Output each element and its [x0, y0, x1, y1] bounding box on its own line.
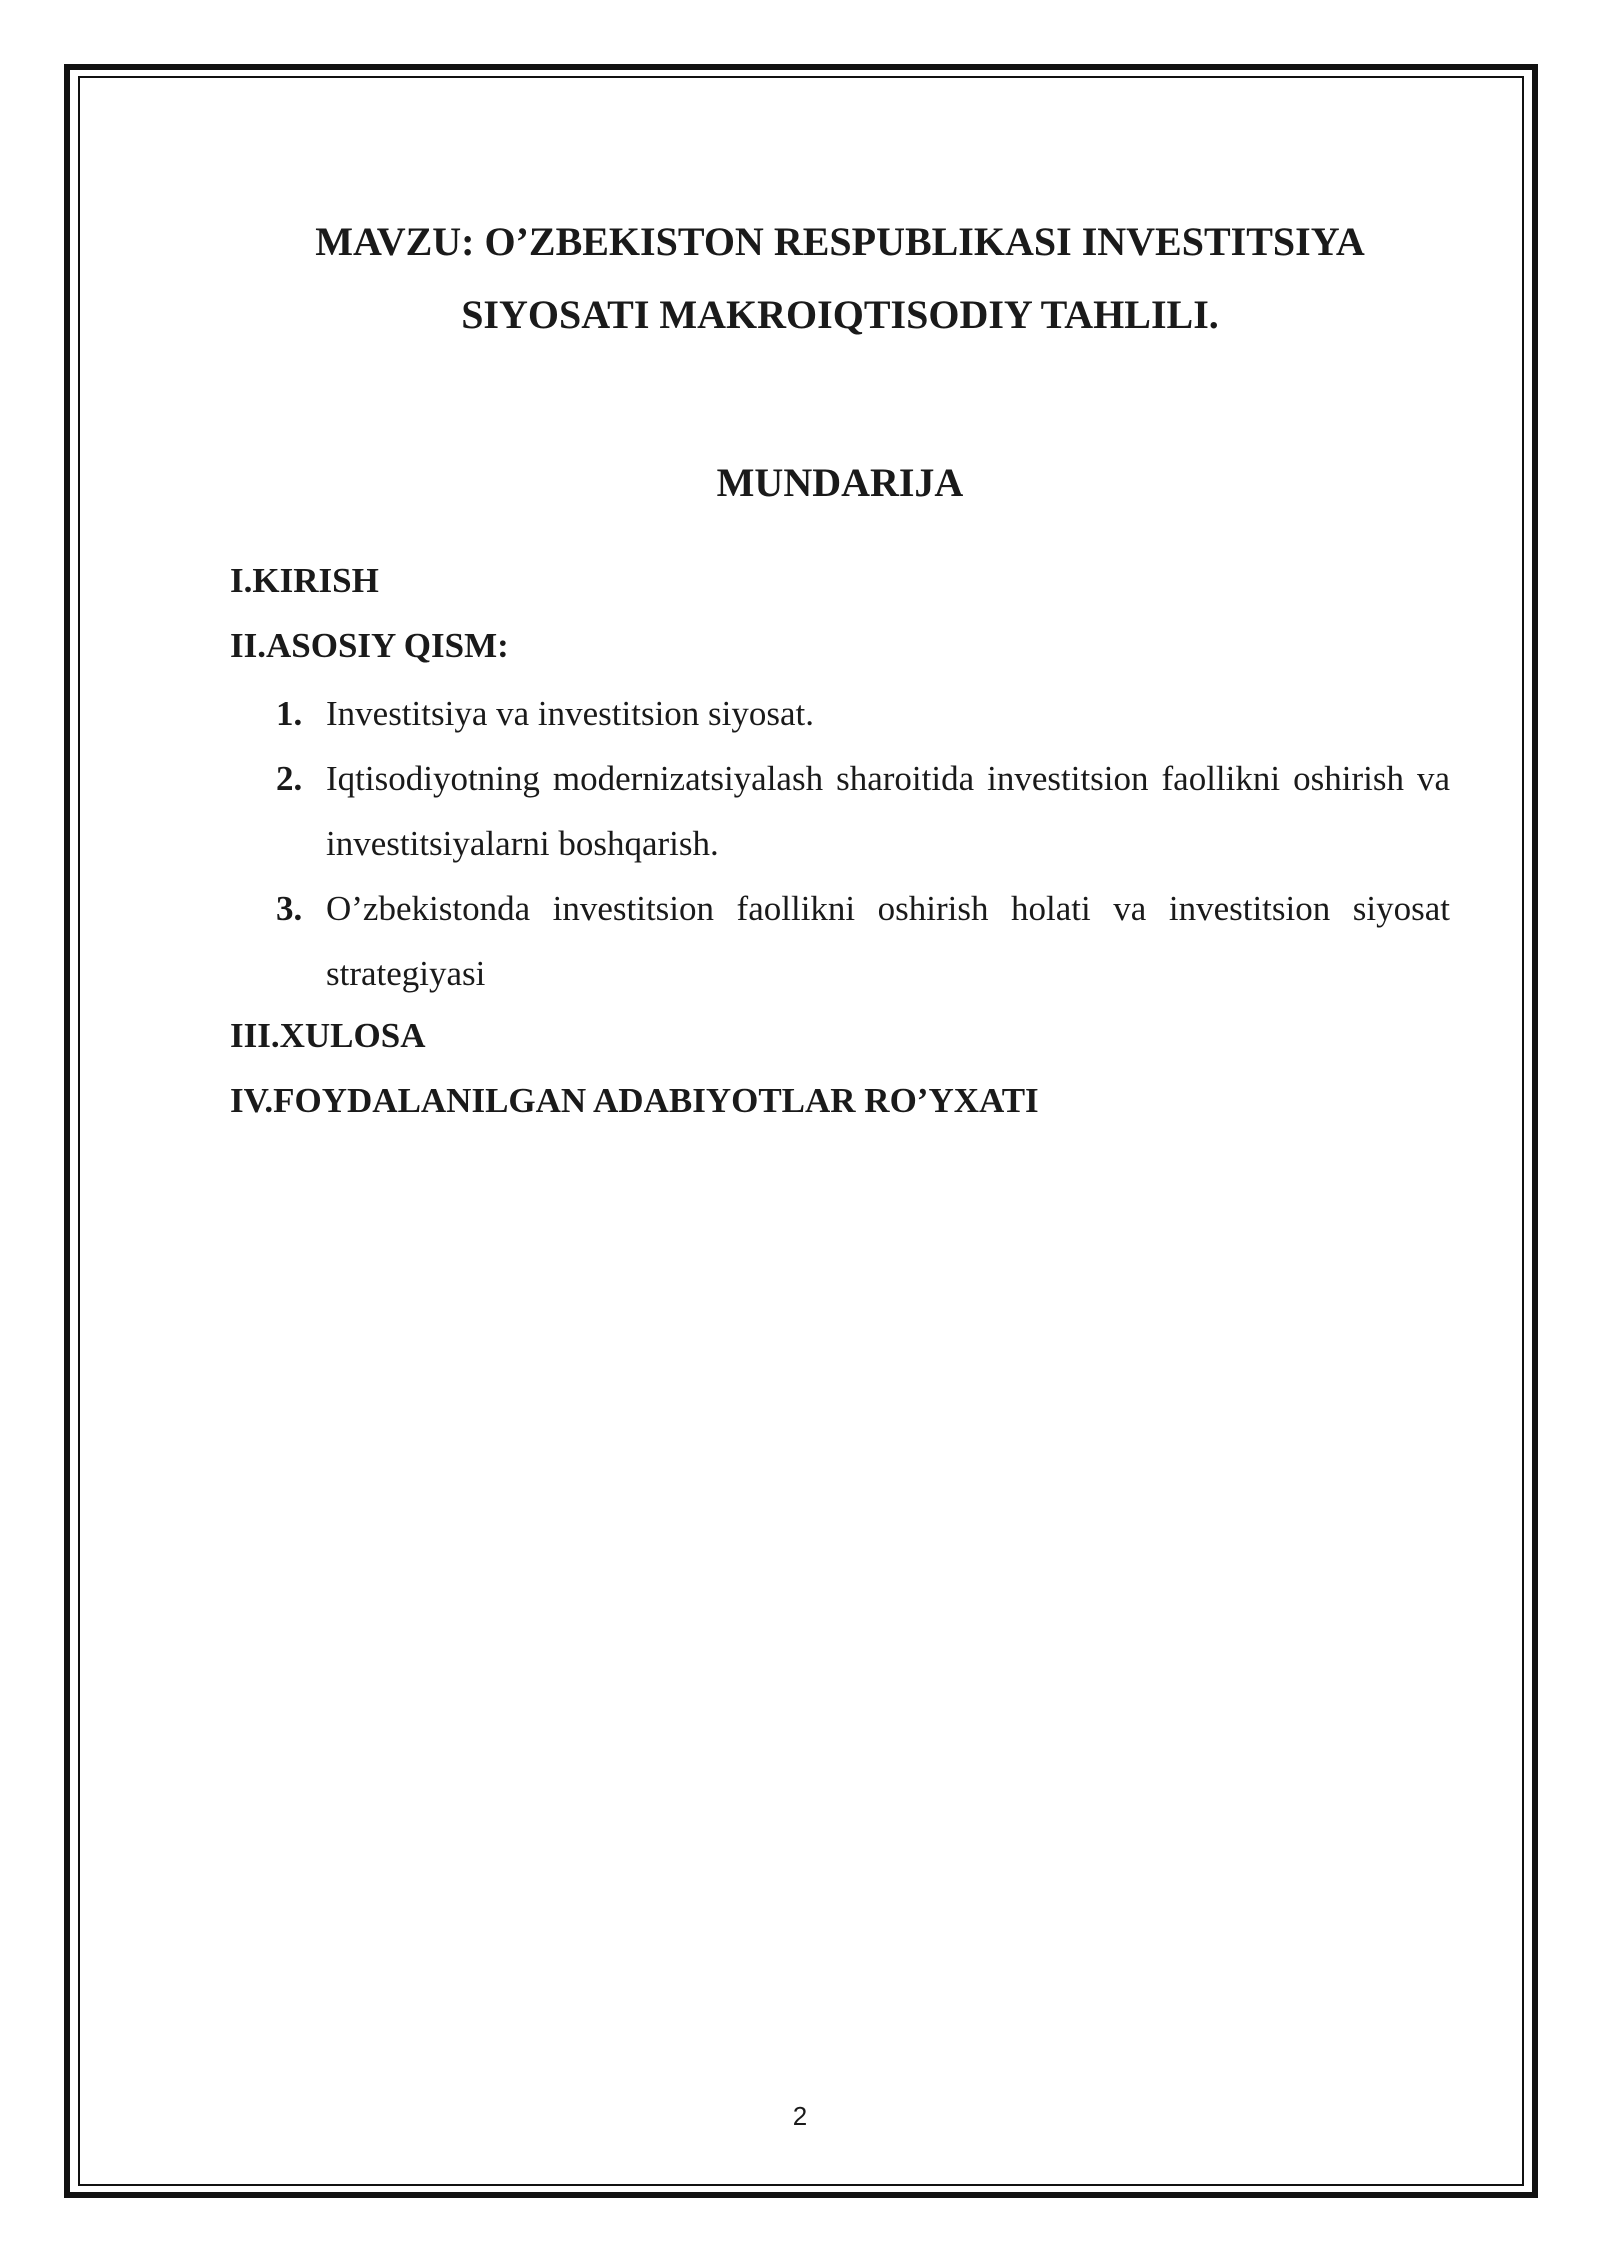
- section-main-part: II.ASOSIY QISM:: [230, 626, 509, 665]
- section-introduction: I.KIRISH: [230, 561, 379, 600]
- section-references: IV.FOYDALANILGAN ADABIYOTLAR RO’YXATI: [230, 1081, 1039, 1120]
- toc-item-text: O’zbekistonda investitsion faollikni oshirish holati va investitsion siyosat strategiyasi: [326, 889, 1450, 993]
- page-number: 2: [792, 2101, 808, 2131]
- toc-item-number: 3.: [276, 889, 303, 928]
- toc-item-text: Investitsiya va investitsion siyosat.: [326, 694, 815, 733]
- toc-item-3: [230, 876, 1450, 1006]
- toc-item-text: Iqtisodiyotning modernizatsiyalash sharoitida investitsion faollikni oshirish va investitsiyalarni boshqarish.: [326, 759, 1450, 863]
- contents-heading: MUNDARIJA: [716, 460, 964, 505]
- title-line-2: SIYOSATI MAKROIQTISODIY TAHLILI.: [461, 292, 1219, 337]
- toc-item-number: 1.: [276, 694, 303, 733]
- toc-item-1: [230, 681, 1450, 746]
- toc-item-2: [230, 746, 1450, 876]
- toc-item-number: 2.: [276, 759, 303, 798]
- section-conclusion: III.XULOSA: [230, 1016, 426, 1055]
- title-line-1: MAVZU: O’ZBEKISTON RESPUBLIKASI INVESTITSIYA: [315, 219, 1365, 264]
- page-border-inner: [78, 76, 1524, 2186]
